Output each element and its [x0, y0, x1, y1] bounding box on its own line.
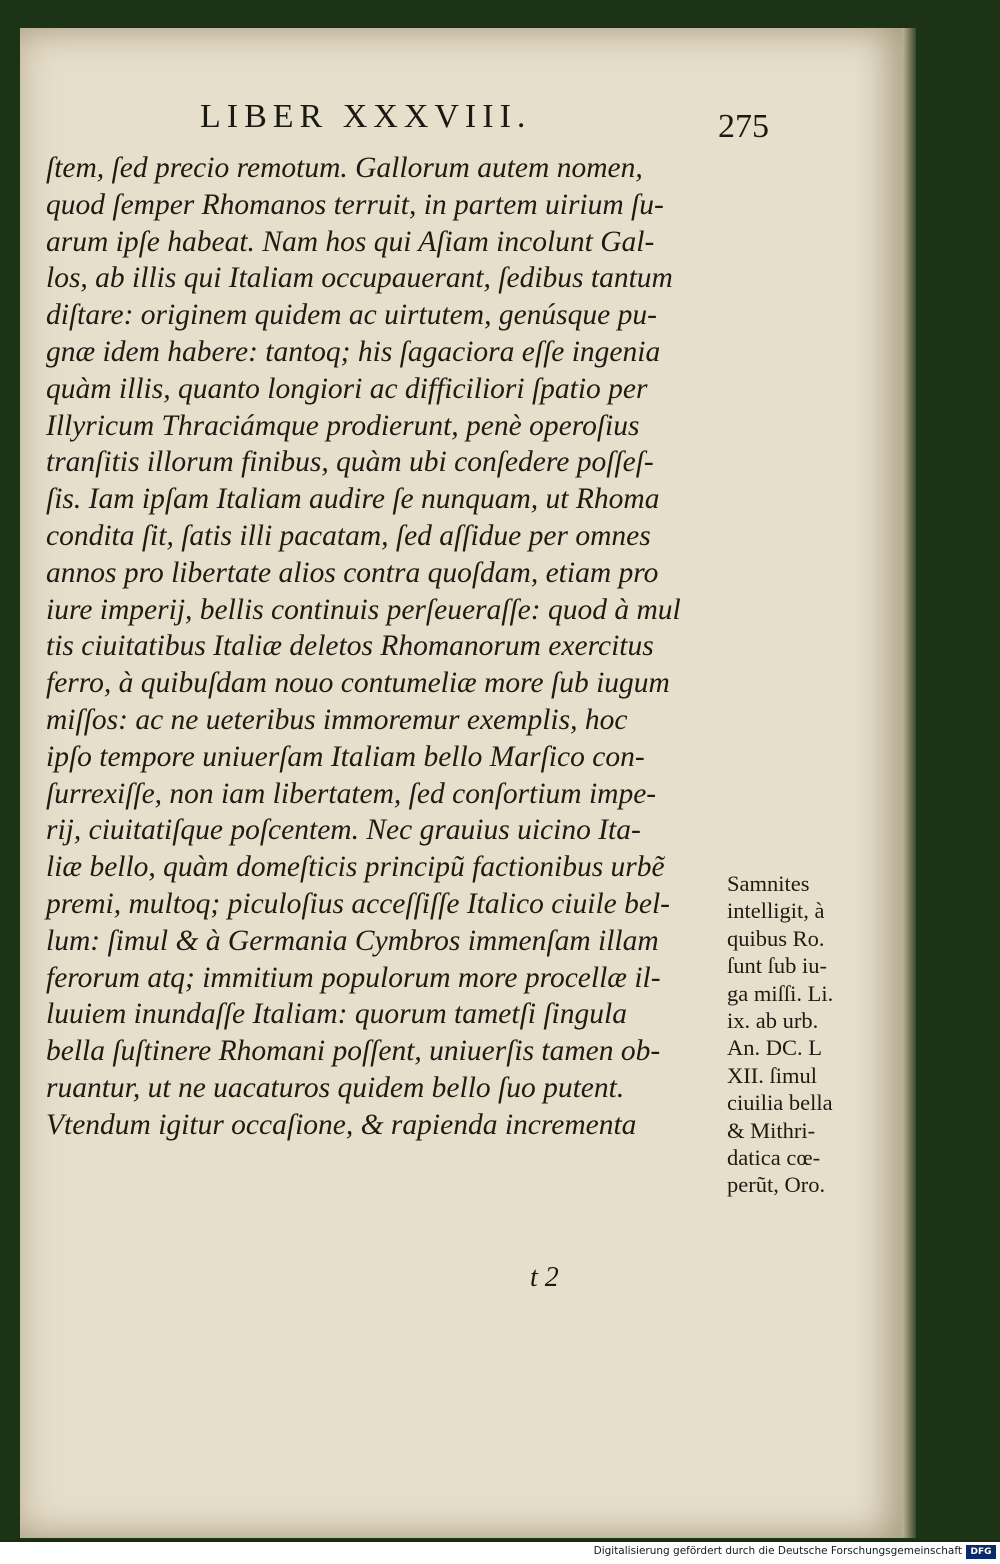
margin-note-line: datica cœ- [727, 1145, 821, 1171]
text-line: gnæ idem habere: tantoq; his ſagaciora eſſe ingenia [46, 335, 661, 368]
text-line: ſtem, ſed precio remotum. Gallorum autem nomen, [46, 152, 643, 184]
signature-mark: t 2 [530, 1262, 559, 1293]
text-line: ipſo tempore uniuerſam Italiam bello Marſico con- [46, 740, 645, 773]
funding-credit: Digitalisierung gefördert durch die Deutsche Forschungsgemeinschaft [593, 1545, 962, 1557]
body-text [46, 150, 706, 1144]
margin-note-line: & Mithri- [727, 1117, 816, 1143]
page-number: 275 [718, 108, 769, 145]
margin-note [727, 870, 855, 1199]
text-line: bella ſuſtinere Rhomani poſſent, uniuerſis tamen ob- [46, 1035, 661, 1068]
margin-note-line: intelligit, à [727, 898, 825, 924]
text-line: iure imperij, bellis continuis perſeueraſſe: quod à mul [46, 593, 681, 626]
text-line: rij, ciuitatiſque poſcentem. Nec grauius uicino Ita- [46, 814, 641, 847]
page-edge [902, 28, 916, 1538]
text-line: quod ſemper Rhomanos terruit, in partem uirium ſu- [46, 188, 664, 221]
text-line: ſurrexiſſe, non iam libertatem, ſed conſortium impe- [46, 777, 657, 810]
text-line: los, ab illis qui Italiam occupauerant, ſedibus tantum [46, 262, 673, 295]
margin-note-line: Samnites [727, 871, 810, 896]
running-head: LIBER XXXVIII. [200, 98, 532, 135]
text-line: annos pro libertate alios contra quoſdam, etiam pro [46, 556, 659, 589]
margin-note-line: ſunt ſub iu- [727, 953, 827, 979]
text-line: Illyricum Thraciámque prodierunt, penè operoſius [46, 409, 640, 442]
text-line: tranſitis illorum finibus, quàm ubi conſedere poſſeſ- [46, 446, 654, 479]
text-line: ruantur, ut ne uacaturos quidem bello ſuo putent. [46, 1071, 625, 1104]
margin-note-line: ga miſſi. Li. [727, 980, 834, 1006]
text-line: condita ſit, ſatis illi pacatam, ſed aſſidue per omnes [46, 519, 651, 552]
text-line: quàm illis, quanto longiori ac difficiliori ſpatio per [46, 372, 648, 405]
footer-bar [0, 1542, 1000, 1564]
text-line: lum: ſimul & à Germania Cymbros immenſam illam [46, 924, 659, 957]
text-line: arum ipſe habeat. Nam hos qui Aſiam incolunt Gal- [46, 225, 655, 258]
text-line: miſſos: ac ne ueteribus immoremur exemplis, hoc [46, 703, 628, 736]
margin-note-line: ciuilia bella [727, 1090, 833, 1116]
margin-note-line: An. DC. L [727, 1035, 822, 1061]
text-line: ferro, à quibuſdam nouo contumeliæ more ſub iugum [46, 667, 670, 700]
text-line: liæ bello, quàm domeſticis principũ factionibus urbẽ [46, 851, 665, 884]
dfg-logo: DFG [966, 1545, 996, 1559]
text-line: Vtendum igitur occaſione, & rapienda incrementa [46, 1108, 637, 1141]
margin-note-line: quibus Ro. [727, 925, 825, 951]
margin-note-line: XII. ſimul [727, 1062, 817, 1088]
text-line: ferorum atq; immitium populorum more procellæ il- [46, 961, 661, 994]
text-line: premi, multoq; piculoſius acceſſiſſe Italico ciuile bel- [46, 887, 670, 920]
text-line: diſtare: originem quidem ac uirtutem, genúsque pu- [46, 299, 657, 332]
text-line: luuiem inundaſſe Italiam: quorum tametſi ſingula [46, 998, 627, 1031]
text-line: ſis. Iam ipſam Italiam audire ſe nunquam, ut Rhoma [46, 483, 660, 516]
margin-note-line: ix. ab urb. [727, 1008, 819, 1034]
text-line: tis ciuitatibus Italiæ deletos Rhomanorum exercitus [46, 630, 654, 663]
margin-note-line: perũt, Oro. [727, 1172, 826, 1198]
